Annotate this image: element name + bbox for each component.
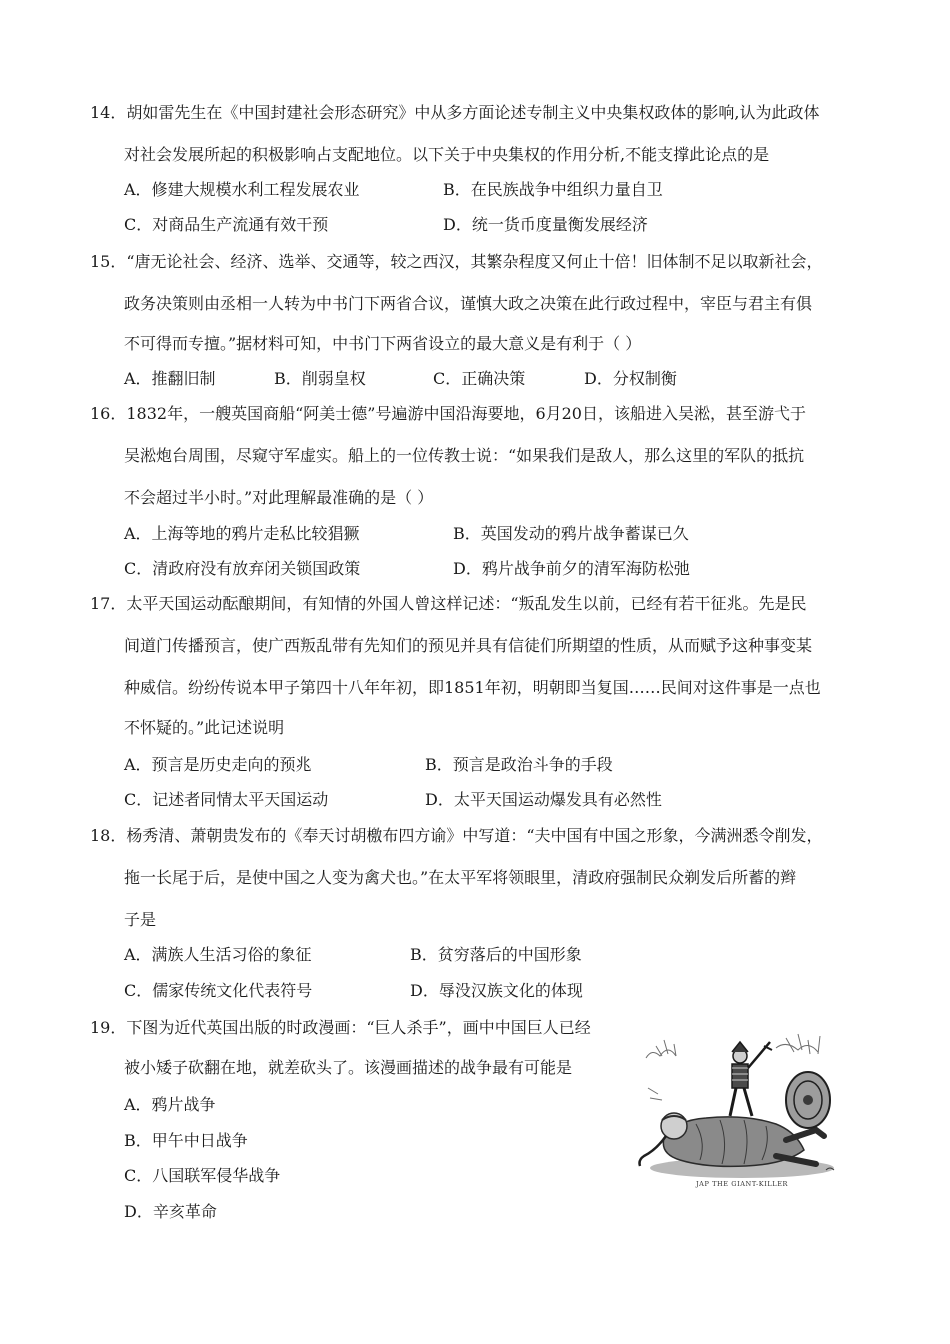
q17-option-a[interactable]: A．预言是历史走向的预兆 <box>124 755 312 774</box>
q17-option-c[interactable]: C．记述者同情太平天国运动 <box>124 790 329 809</box>
q14-option-b[interactable]: B．在民族战争中组织力量自卫 <box>443 180 663 199</box>
q18-option-c[interactable]: C．儒家传统文化代表符号 <box>124 981 313 1000</box>
q19-option-a[interactable]: A．鸦片战争 <box>124 1095 216 1114</box>
q18-stem-line-2: 拖一长尾于后，是使中国之人变为禽犬也。”在太平军将领眼里，清政府强制民众剃发后所蓄的辫 <box>124 868 797 887</box>
q15-stem-line-3: 不可得而专擅。”据材料可知，中书门下两省设立的最大意义是有利于（ ） <box>124 334 642 353</box>
q17-stem-line-3: 种威信。纷纷传说本甲子第四十八年年初，即1851年初，明朝即当复国……民间对这件事是一点也 <box>124 678 821 697</box>
q15-option-c[interactable]: C．正确决策 <box>433 369 526 388</box>
q15-option-d[interactable]: D．分权制衡 <box>584 369 677 388</box>
q19-stem-line-1: 19．下图为近代英国出版的时政漫画：“巨人杀手”，画中中国巨人已经 <box>90 1018 591 1037</box>
q19-stem-line-2: 被小矮子砍翻在地，就差砍头了。该漫画描述的战争最有可能是 <box>124 1058 573 1077</box>
q14-stem-line-2: 对社会发展所起的积极影响占支配地位。以下关于中央集权的作用分析,不能支撑此论点的是 <box>124 145 770 164</box>
q14-option-c[interactable]: C．对商品生产流通有效干预 <box>124 215 329 234</box>
q15-option-b[interactable]: B．削弱皇权 <box>274 369 366 388</box>
q16-option-b[interactable]: B．英国发动的鸦片战争蓄谋已久 <box>453 524 689 543</box>
q15-stem-line-1: 15．“唐无论社会、经济、选举、交通等，较之西汉，其繁杂程度又何止十倍！旧体制不足以取新社会， <box>90 252 823 271</box>
q16-option-c[interactable]: C．清政府没有放弃闭关锁国政策 <box>124 559 361 578</box>
q18-option-a[interactable]: A．满族人生活习俗的象征 <box>124 945 312 964</box>
q18-option-b[interactable]: B．贫穷落后的中国形象 <box>410 945 582 964</box>
q19-option-b[interactable]: B．甲午中日战争 <box>124 1131 248 1150</box>
q16-stem-line-1: 16．1832年，一艘英国商船“阿美士德”号遍游中国沿海要地，6月20日，该船进入吴淞，甚至游弋于 <box>90 404 806 423</box>
q14-option-d[interactable]: D．统一货币度量衡发展经济 <box>443 215 648 234</box>
q14-stem-line-1: 14．胡如雷先生在《中国封建社会形态研究》中从多方面论述专制主义中央集权政体的影响,认为此政体 <box>90 103 820 122</box>
q17-stem-line-1: 17．太平天国运动酝酿期间，有知情的外国人曾这样记述：“叛乱发生以前，已经有若干征兆。先是民 <box>90 594 807 613</box>
q16-option-d[interactable]: D．鸦片战争前夕的清军海防松弛 <box>453 559 690 578</box>
q18-option-d[interactable]: D．辱没汉族文化的体现 <box>410 981 583 1000</box>
q17-option-d[interactable]: D．太平天国运动爆发具有必然性 <box>425 790 662 809</box>
q17-option-b[interactable]: B．预言是政治斗争的手段 <box>425 755 613 774</box>
q19-option-c[interactable]: C．八国联军侵华战争 <box>124 1166 281 1185</box>
q15-option-a[interactable]: A．推翻旧制 <box>124 369 216 388</box>
q17-stem-line-4: 不怀疑的。”此记述说明 <box>124 718 285 737</box>
cartoon-caption: JAP THE GIANT-KILLER <box>695 1180 789 1188</box>
q18-stem-line-1: 18．杨秀清、萧朝贵发布的《奉天讨胡檄布四方谕》中写道：“夫中国有中国之形象，今满洲悉令削发， <box>90 826 823 845</box>
q18-stem-line-3: 子是 <box>124 910 157 929</box>
q17-stem-line-2: 间道门传播预言，使广西叛乱带有先知们的预见并具有信徒们所期望的性质，从而赋予这种事变某 <box>124 636 813 655</box>
q16-option-a[interactable]: A．上海等地的鸦片走私比较猖獗 <box>124 524 360 543</box>
q19-option-d[interactable]: D．辛亥革命 <box>124 1202 217 1221</box>
giant-killer-cartoon <box>636 1028 848 1192</box>
q14-option-a[interactable]: A．修建大规模水利工程发展农业 <box>124 180 360 199</box>
q16-stem-line-2: 吴淞炮台周围，尽窥守军虚实。船上的一位传教士说：“如果我们是敌人，那么这里的军队的抵抗 <box>124 446 805 465</box>
q16-stem-line-3: 不会超过半小时。”对此理解最准确的是（ ） <box>124 488 434 507</box>
q15-stem-line-2: 政务决策则由丞相一人转为中书门下两省合议，谨慎大政之决策在此行政过程中，宰臣与君主有俱 <box>124 294 813 313</box>
